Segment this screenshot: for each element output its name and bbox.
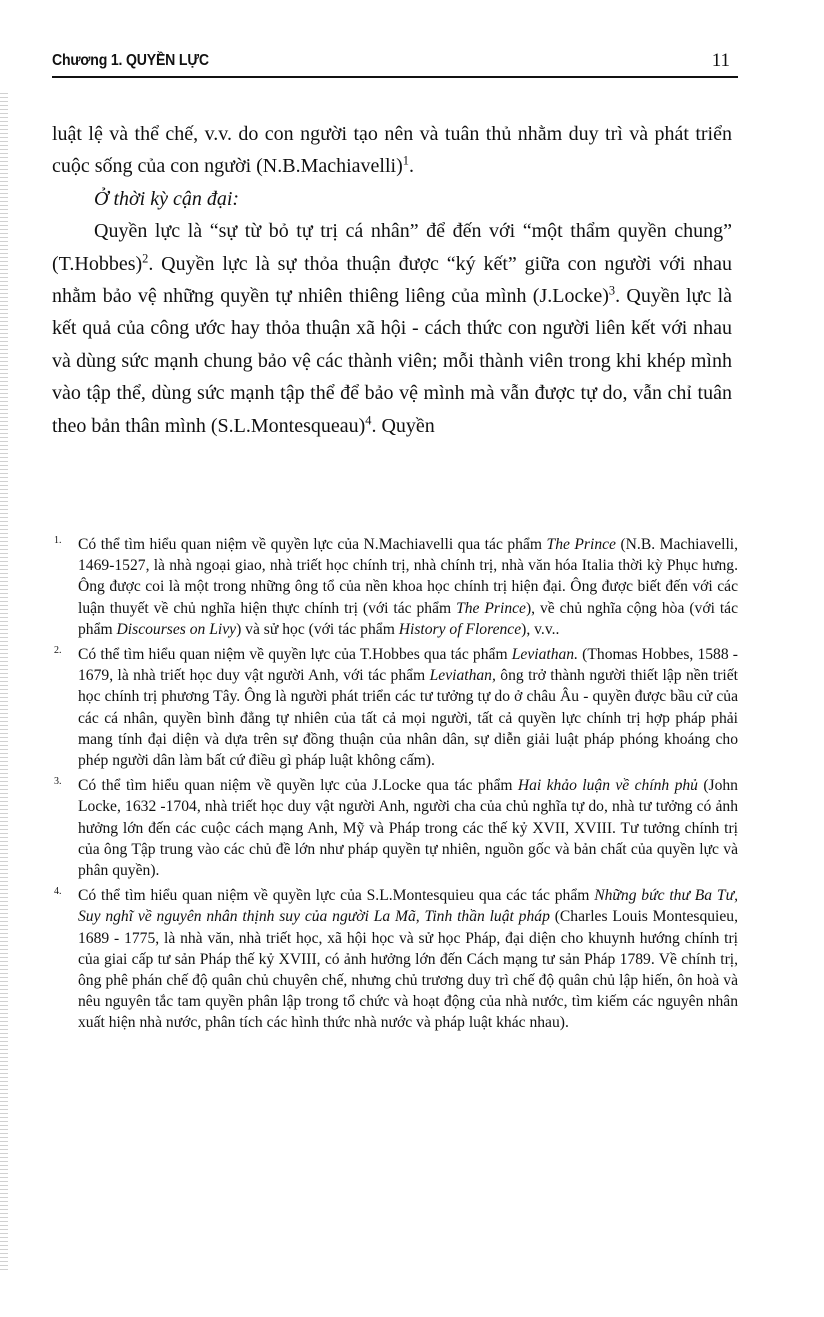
footnote-4: 4. Có thể tìm hiểu quan niệm về quyền lực của S.L.Montesquieu qua các tác phẩm Những bức thư Ba Tư, Suy nghĩ về nguyên nhân thịnh suy của người La Mã, Tinh thần luật pháp (Charles Louis Montesquieu, 1689 - 1775, là nhà văn, nhà triết học, xã hội học và sử học Pháp, đại diện cho khuynh hướng chính trị của giai cấp tư sản Pháp thế kỷ XVIII, có ảnh hưởng lớn đến Cách mạng tư sản Pháp 1789. Về chính trị, ông phê phán chế độ quân chủ chuyên chế, nhưng chủ trương duy trì chế độ quân chủ lập hiến, ôn hoà và nêu nguyên tắc tam quyền phân lập trong tổ chức và hoạt động của nhà nước, tìm kiếm các nguyên nhân xuất hiện nhà nước, phân tích các hình thức nhà nước và pháp luật khác nhau). xyxy=(52,885,738,1033)
footnote-ref: 4 xyxy=(365,413,372,427)
footnote-ref: 1 xyxy=(402,153,409,168)
footnote-number: 1. xyxy=(54,535,62,546)
footnote-3: 3. Có thể tìm hiểu quan niệm về quyền lực của J.Locke qua tác phẩm Hai khảo luận về chính phủ (John Locke, 1632 -1704, nhà triết học duy vật người Anh, người cha của chủ nghĩa tự do, nhà tư tưởng có ảnh hưởng lớn đến các cuộc cách mạng Anh, Mỹ và Pháp trong các thế kỷ XVII, XVIII. Tư tưởng chính trị của ông Tập trung vào các chủ đề lớn như pháp quyền tự nhiên, nguồn gốc và bản chất của quyền lực và phân quyền). xyxy=(52,775,738,881)
chapter-title: Chương 1. QUYỀN LỰC xyxy=(52,52,209,69)
footnote-number: 3. xyxy=(54,776,62,788)
paragraph-modern-era: Quyền lực là “sự từ bỏ tự trị cá nhân” để đến với “một thẩm quyền chung” (T.Hobbes)$^2$. Quyền lực là sự thỏa thuận được “ký kết” giữa con người với nhau nhằm bảo vệ những quyền tự nhiên thiêng liêng của mình (J.Locke)$^3$. Quyền lực là kết quả của công ước hay thỏa thuận xã hội - cách thức con người liên kết với nhau và dùng sức mạnh chung bảo vệ các thành viên; mỗi thành viên trong khi khép mình vào tập thể, dùng sức mạnh tập thể để bảo vệ mình mà vẫn được tự do, vẫn chỉ tuân theo bản thân mình (S.L.Montesqueau)$^4$. Quyền xyxy=(52,220,733,437)
footnote-number: 4. xyxy=(54,886,62,898)
section-heading: Ở thời kỳ cận đại: xyxy=(94,187,240,210)
header-rule xyxy=(52,76,738,78)
footnote-1: 1. Có thể tìm hiểu quan niệm về quyền lực của N.Machiavelli qua tác phẩm The Prince (N.B. Machiavelli, 1469-1527, là nhà ngoại giao, nhà triết học chính trị, nhà chính trị, nhà văn hóa Italia thời kỳ Phục hưng. Ông được coi là một trong những ông tổ của nền khoa học chính trị hiện đại. Ông được biết đến với các luận thuyết về chủ nghĩa hiện thực chính trị (với tác phẩm The Prince), về chủ nghĩa cộng hòa (với tác phẩm Discourses on Livy) và sử học (với tác phẩm History of Florence), v.v.. xyxy=(52,534,738,640)
main-body-text xyxy=(52,118,732,442)
footnote-ref: 3 xyxy=(608,283,616,298)
page-header xyxy=(52,50,738,74)
footnotes xyxy=(52,534,738,1038)
footnote-number: 2. xyxy=(54,645,62,657)
footnote-2: 2. Có thể tìm hiểu quan niệm về quyền lực của T.Hobbes qua tác phẩm Leviathan. (Thomas Hobbes, 1588 - 1679, là nhà triết học duy vật người Anh, với tác phẩm Leviathan, ông trở thành người thiết lập nền triết học chính trị phương Tây. Ông là người phát triển các tư tưởng tự do ở châu Âu - quyền được bầu cử của các cá nhân, quyền bình đẳng tự nhiên của tất cả mọi người, tất cả quyền lực chính trị hợp pháp phải mang tính đại diện và dựa trên sự đồng thuận của nhân dân, sự diễn giải luật pháp phóng khoáng cho phép người dân làm bất cứ điều gì pháp luật không cấm). xyxy=(52,644,738,771)
paragraph-continuation: luật lệ và thể chế, v.v. do con người tạo nên và tuân thủ nhằm duy trì và phát triển cuộc sống của con người (N.B.Machiavelli)$^1$. xyxy=(52,123,732,178)
page-number: 11 xyxy=(711,50,730,71)
scan-edge-artifact xyxy=(0,90,8,1270)
footnote-ref: 2 xyxy=(142,250,149,265)
